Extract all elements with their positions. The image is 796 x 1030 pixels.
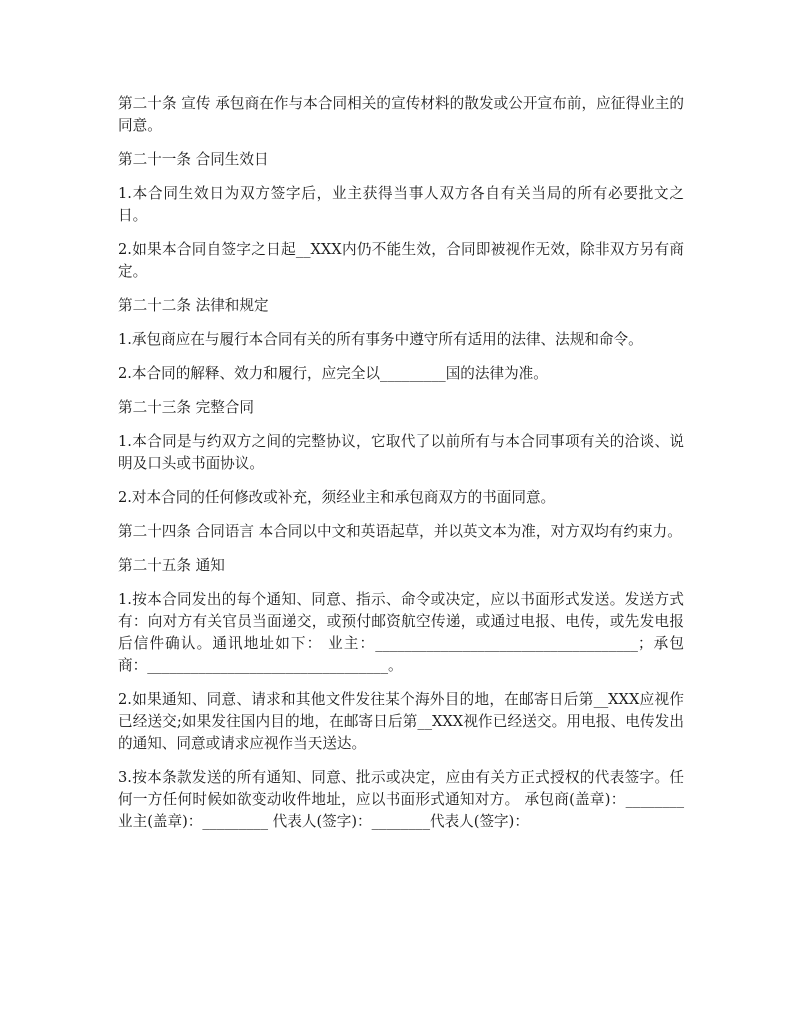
clause-24-language: 第二十四条 合同语言 本合同以中文和英语起草，并以英文本为准，对方双均有约束力。: [118, 523, 682, 540]
clause-22-item-2: 2.本合同的解释、效力和履行，应完全以_________国的法律为准。: [118, 365, 548, 382]
clause-25-item-2: 2.如果通知、同意、请求和其他文件发往某个海外目的地，在邮寄日后第__XXX应视作已经送交;如果发往国内目的地，在邮寄日后第__XXX视作已经送交。用电报、电传发出的通知、同意或请求应视作当天送达。: [118, 691, 684, 752]
clause-21-item-2: 2.如果本合同自签字之日起__XXX内仍不能生效，合同即被视作无效，除非双方另有商定。: [118, 241, 684, 280]
clause-25-heading: 第二十五条 通知: [118, 557, 225, 574]
clause-21-item-1: 1.本合同生效日为双方签字后，业主获得当事人双方各自有关当局的所有必要批文之日。: [118, 185, 684, 224]
clause-23-item-1: 1.本合同是与约双方之间的完整协议，它取代了以前所有与本合同事项有关的洽谈、说明及口头或书面协议。: [118, 433, 684, 472]
clause-21-heading: 第二十一条 合同生效日: [118, 151, 269, 168]
document-body: [118, 93, 684, 845]
clause-20-publicity: 第二十条 宣传 承包商在作与本合同相关的宣传材料的散发或公开宣布前，应征得业主的同意。: [118, 95, 684, 134]
clause-25-item-3: 3.按本条款发送的所有通知、同意、批示或决定，应由有关方正式授权的代表签字。任何一方任何时候如欲变动收件地址，应以书面形式通知对方。 承包商(盖章)：________业主(盖章)：_________ 代表人(签字)：________代表人(签字)：: [118, 769, 684, 830]
clause-22-heading: 第二十二条 法律和规定: [118, 297, 269, 314]
clause-23-heading: 第二十三条 完整合同: [118, 399, 254, 416]
clause-25-item-1: 1.按本合同发出的每个通知、同意、指示、命令或决定，应以书面形式发送。发送方式有：向对方有关官员当面递交，或预付邮资航空传递，或通过电报、电传，或先发电报后信件确认。通讯地址如下： 业主：____________________________________；承包商：_________________________________。: [118, 591, 685, 674]
clause-22-item-1: 1.承包商应在与履行本合同有关的所有事务中遵守所有适用的法律、法规和命令。: [118, 331, 643, 348]
clause-23-item-2: 2.对本合同的任何修改或补充，须经业主和承包商双方的书面同意。: [118, 489, 556, 506]
